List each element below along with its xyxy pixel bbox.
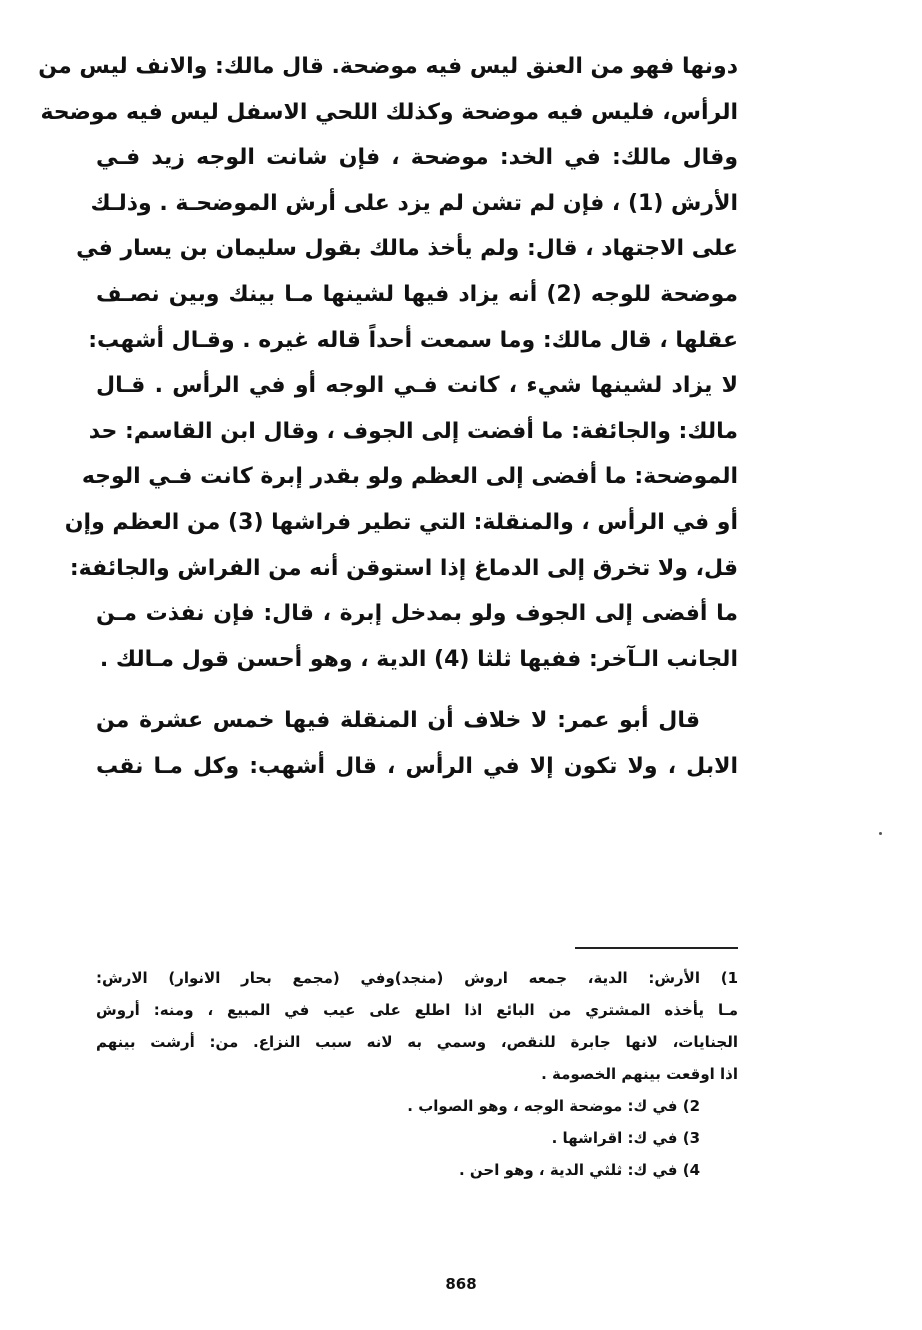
text-line: دونها فهو من العنق ليس فيه موضحة. قال مالك: والانف ليس من (38, 54, 738, 79)
text-line: أو في الرأس ، والمنقلة: التي تطير فراشها (3) من العظم وإن (64, 509, 738, 535)
text-line: عقلها ، قال مالك: وما سمعت أحداً قاله غيره . وقـال أشهب: (88, 327, 738, 353)
text-line: وقال مالك: في الخد: موضحة ، فإن شانت الوجه زيد فـي (96, 145, 738, 171)
text-line: قال أبو عمر: لا خلاف أن المنقلة فيها خمس عشرة من (96, 708, 700, 734)
text-line: الموضحة: ما أفضى إلى العظم ولو بقدر إبرة كانت فـي الوجه (81, 464, 738, 490)
text-line: الجانب الـآخر: ففيها ثلثا (4) الدية ، وهو أحسن قول مـالك . (99, 646, 738, 672)
paragraph-gap (96, 682, 738, 698)
text-line: لا يزاد لشينها شيء ، كانت فـي الوجه أو في الرأس . قـال (96, 373, 738, 399)
footnote-3: 3) في ك: اقراشها . (551, 1129, 700, 1147)
text-line: الرأس، فليس فيه موضحة وكذلك اللحي الاسفل ليس فيه موضحة (40, 99, 738, 125)
footnotes (96, 962, 738, 1186)
footnote-2: 2) في ك: موضحة الوجه ، وهو الصواب . (407, 1097, 700, 1115)
scan-speck (879, 832, 882, 835)
text-line: موضحة للوجه (2) أنه يزاد فيها لشينها مـا بينك وبين نصـف (96, 281, 738, 307)
footnote-separator (575, 947, 738, 949)
footnote-4: 4) في ك: ثلثي الدية ، وهو احن . (458, 1161, 700, 1179)
text-line: قل، ولا تخرق إلى الدماغ إذا استوقن أنه من الفراش والجائفة: (69, 555, 738, 581)
text-line: على الاجتهاد ، قال: ولم يأخذ مالك بقول سليمان بن يسار في (76, 236, 738, 262)
footnote-line: 1) الأرش: الدية، جمعه اروش (منجد)وفي (مجمع بحار الانوار) الارش: (96, 969, 738, 987)
footnote-line: الجنايات، لانها جابرة للنقص، وسمي به لانه سبب النزاع. من: أرشت بينهم (96, 1033, 738, 1051)
text-line: الأرش (1) ، فإن لم تشن لم يزد على أرش الموضحـة . وذلـك (90, 190, 738, 216)
text-line: الابل ، ولا تكون إلا في الرأس ، قال أشهب: وكل مـا نقب (96, 753, 738, 779)
footnote-line: اذا اوقعت بينهم الخصومة . (541, 1065, 738, 1083)
page-number: 868 (445, 1275, 477, 1293)
main-text (38, 44, 738, 790)
text-line: ما أفضى إلى الجوف ولو بمدخل إبرة ، قال: فإن نفذت مـن (96, 601, 738, 627)
text-line: مالك: والجائفة: ما أفضت إلى الجوف ، وقال ابن القاسم: حد (88, 418, 738, 444)
footnote-line: مـا يأخذه المشتري من البائع اذا اطلع على عيب في المبيع ، ومنه: أروش (96, 1001, 738, 1019)
